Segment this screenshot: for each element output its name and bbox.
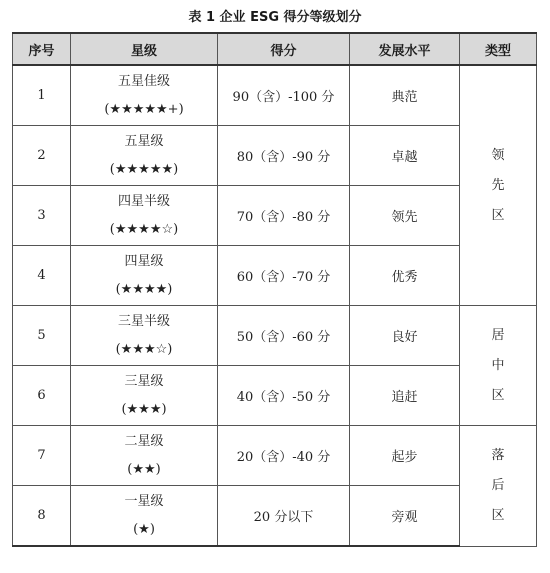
star-name: 二星级 [124,433,164,449]
table-row [13,366,537,426]
row-score: 20（含）-40 分 [218,426,350,486]
row-star [71,65,218,126]
star-rating: (★★★) [121,401,167,417]
star-rating: (★★★★★+) [104,101,184,117]
table-row [13,306,537,366]
row-star [71,246,218,306]
type-leading [460,65,537,306]
row-index: 6 [13,366,71,426]
star-name: 三星半级 [117,313,170,329]
type-char: 领 [491,147,505,163]
star-name: 三星级 [124,373,164,389]
row-index: 5 [13,306,71,366]
row-level: 卓越 [350,126,460,186]
row-index: 4 [13,246,71,306]
table-row [13,65,537,126]
table-row [13,186,537,246]
table-row [13,126,537,186]
row-index: 2 [13,126,71,186]
star-name: 五星级 [124,133,164,149]
row-score: 70（含）-80 分 [218,186,350,246]
row-level: 追赶 [350,366,460,426]
header-row [13,33,537,65]
star-rating: (★★★★★) [109,161,179,177]
row-index: 7 [13,426,71,486]
type-char: 区 [491,207,505,223]
type-char: 区 [491,507,505,523]
row-level: 起步 [350,426,460,486]
row-level: 优秀 [350,246,460,306]
row-score: 90（含）-100 分 [218,65,350,126]
star-rating: (★★★★) [115,281,173,297]
row-level: 典范 [350,65,460,126]
type-lagging [460,426,537,547]
row-index: 1 [13,65,71,126]
star-name: 四星半级 [117,193,170,209]
esg-grade-table [12,32,537,547]
header-type: 类型 [460,33,537,65]
row-star [71,366,218,426]
star-rating: (★) [133,521,155,537]
header-star: 星级 [71,33,218,65]
row-level: 良好 [350,306,460,366]
star-name: 五星佳级 [117,73,170,89]
row-index: 3 [13,186,71,246]
row-star [71,306,218,366]
row-level: 领先 [350,186,460,246]
header-index: 序号 [13,33,71,65]
table-row [13,486,537,547]
type-char: 后 [491,477,505,493]
type-char: 先 [491,177,505,193]
row-star [71,126,218,186]
row-score: 60（含）-70 分 [218,246,350,306]
star-name: 四星级 [124,253,164,269]
row-score: 40（含）-50 分 [218,366,350,426]
row-star [71,426,218,486]
table-row [13,246,537,306]
header-level: 发展水平 [350,33,460,65]
table-caption: 表 1 企业 ESG 得分等级划分 [188,10,362,25]
row-star [71,186,218,246]
type-middle [460,306,537,426]
row-index: 8 [13,486,71,547]
star-rating: (★★★★☆) [109,221,179,237]
type-char: 中 [491,357,505,373]
row-level: 旁观 [350,486,460,547]
star-name: 一星级 [124,493,164,509]
table-row [13,426,537,486]
row-score: 20 分以下 [218,486,350,547]
star-rating: (★★★☆) [115,341,173,357]
row-score: 80（含）-90 分 [218,126,350,186]
header-score: 得分 [218,33,350,65]
row-star [71,486,218,547]
type-char: 落 [491,447,505,463]
type-char: 居 [491,327,505,343]
star-rating: (★★) [127,461,161,477]
type-char: 区 [491,387,505,403]
row-score: 50（含）-60 分 [218,306,350,366]
